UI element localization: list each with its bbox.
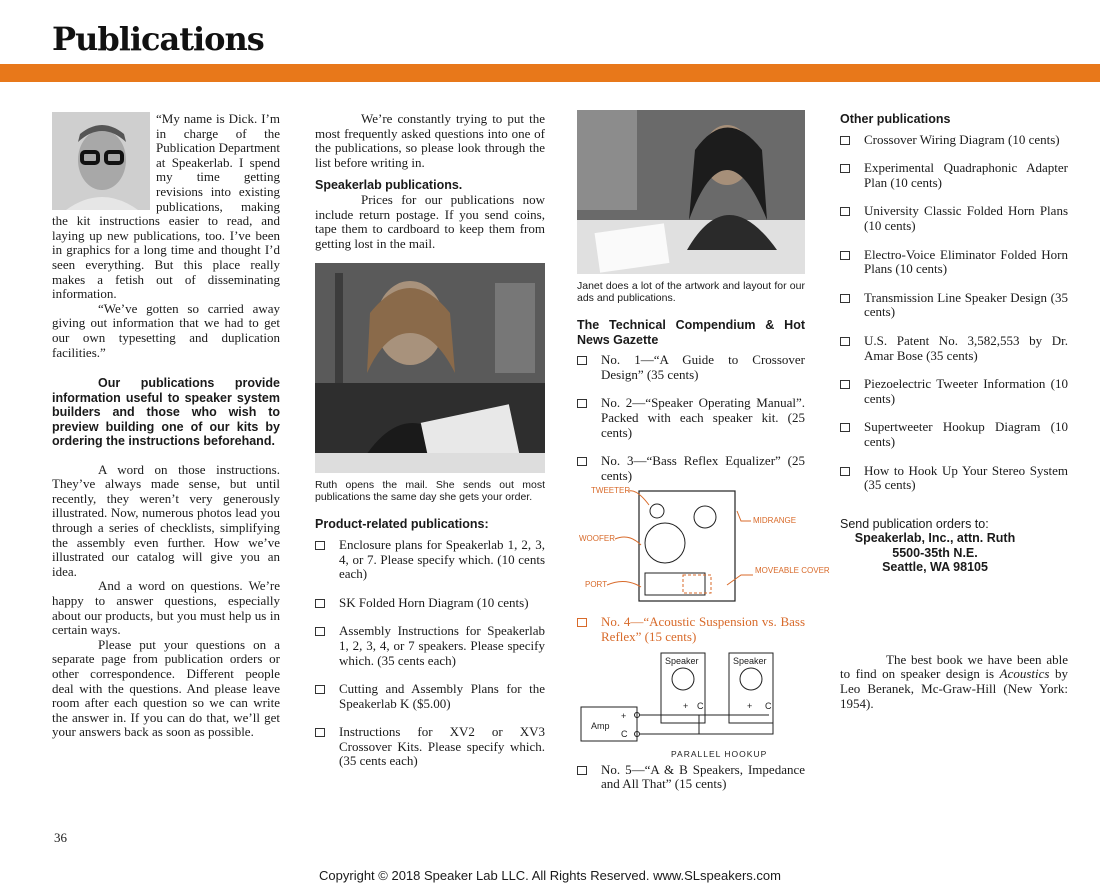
bold-paragraph: Our publications provide information useful to speaker system builders and those who wish to preview building one of our kits by ordering the instructions beforehand. (52, 376, 280, 449)
list-item: No. 1—“A Guide to Crossover Design” (35 cents) (577, 353, 805, 382)
list-item: How to Hook Up Your Stereo System (35 cents) (840, 464, 1068, 493)
svg-text:+: + (747, 700, 753, 711)
svg-text:+: + (683, 700, 689, 711)
column-4 (840, 112, 1068, 711)
section-heading: The Technical Compendium & Hot News Gazette (577, 318, 805, 347)
checkbox-icon (315, 627, 325, 636)
paragraph: “We’ve gotten so carried away giving out information that we had to get our own typesetting and duplication facilities.” (52, 300, 280, 360)
portrait-photo (52, 112, 150, 210)
list-item: Transmission Line Speaker Design (35 cents) (840, 291, 1068, 320)
order-heading: Send publication orders to: (840, 516, 989, 531)
checkbox-icon (840, 164, 850, 173)
checkbox-icon (577, 356, 587, 365)
checkbox-icon (840, 136, 850, 145)
mailing-address: Speakerlab, Inc., attn. Ruth 5500-35th N.E. Seattle, WA 98105 (854, 531, 1016, 575)
list-item: Piezoelectric Tweeter Information (10 cents) (840, 377, 1068, 406)
checkbox-icon (840, 380, 850, 389)
paragraph: Please put your questions on a separate page from publication orders or other correspondence. Different people deal with the questions. And please leave room after each question so we can write the answer in. If you can do that, we’ll get your answers back as soon as possible. (52, 636, 280, 740)
ruth-photo (315, 263, 545, 473)
column-2 (315, 112, 545, 769)
list-item: No. 2—“Speaker Operating Manual”. Packed with each speaker kit. (25 cents) (577, 396, 805, 440)
checkbox-icon (315, 685, 325, 694)
bass-reflex-diagram (577, 486, 830, 609)
svg-text:C: C (697, 700, 704, 711)
speaker-label: Speaker (733, 655, 767, 666)
section-heading: Speakerlab publications. (315, 178, 463, 193)
paragraph: And a word on questions. We’re happy to answer questions, especially about our products, but you must help us in certain ways. (52, 578, 280, 638)
list-item: Enclosure plans for Speakerlab 1, 2, 3, 4, or 7. Please specify which. (10 cents each) (315, 538, 545, 582)
moveable-cover-label: MOVEABLE COVER (755, 566, 830, 576)
checkbox-icon (840, 337, 850, 346)
checkbox-icon (577, 399, 587, 408)
photo-caption: Janet does a lot of the artwork and layout for our ads and publications. (577, 280, 805, 304)
checkbox-icon (315, 541, 325, 550)
list-item: University Classic Folded Horn Plans (10 cents) (840, 204, 1068, 233)
column-3 (577, 110, 830, 792)
checkbox-icon (315, 599, 325, 608)
tweeter-label: TWEETER (591, 486, 631, 496)
header-bar (0, 64, 1100, 82)
port-label: PORT (585, 580, 608, 590)
other-publications-list (840, 133, 1068, 493)
checkbox-icon (840, 423, 850, 432)
janet-photo (577, 110, 805, 274)
checkbox-icon (840, 294, 850, 303)
checkbox-icon (840, 467, 850, 476)
list-item: Crossover Wiring Diagram (10 cents) (840, 133, 1068, 148)
photo-caption: Ruth opens the mail. She sends out most publications the same day she gets your order. (315, 479, 545, 504)
checkbox-icon (840, 207, 850, 216)
section-heading: Product-related publications: (315, 517, 489, 532)
book-recommendation: The best book we have been able to find on speaker design is Acoustics by Leo Beranek, Mc-Graw-Hill (New York: 1954). (840, 651, 1068, 711)
woofer-label: WOOFER (579, 534, 615, 544)
list-item: U.S. Patent No. 3,582,553 by Dr. Amar Bose (35 cents) (840, 334, 1068, 363)
svg-text:C: C (765, 700, 772, 711)
page-title: Publications (52, 20, 264, 58)
page-number: 36 (54, 830, 67, 845)
list-item-highlighted: No. 4—“Acoustic Suspension vs. Bass Reflex” (15 cents) (577, 615, 805, 644)
diagram-caption: PARALLEL HOOKUP (671, 748, 768, 759)
speaker-label: Speaker (665, 655, 699, 666)
section-heading: Other publications (840, 112, 951, 126)
list-item: Electro-Voice Eliminator Folded Horn Plans (10 cents) (840, 248, 1068, 277)
list-item: Supertweeter Hookup Diagram (10 cents) (840, 420, 1068, 449)
list-item: No. 3—“Bass Reflex Equalizer” (25 cents) (577, 454, 805, 483)
list-item: Assembly Instructions for Speakerlab 1, 2, 3, 4, or 7 speakers. Please specify which. (35 cents each) (315, 624, 545, 668)
list-item: Cutting and Assembly Plans for the Speakerlab K ($5.00) (315, 682, 545, 711)
paragraph: We’re constantly trying to put the most frequently asked questions into one of the publications, so please look through the list before writing in. (315, 111, 545, 170)
midrange-label: MIDRANGE (753, 516, 797, 526)
checkbox-icon (577, 457, 587, 466)
intro-paragraph: “My name is Dick. I’m in charge of the Publication Department at Speakerlab. I spend my time getting revisions into existing publications, making the kit instructions easier to read, and laying up new publications, too. I’ve been in graphics for a long time and thought I’d seen everything. But this place really makes a fetish out of disseminating information. (52, 111, 280, 302)
checkbox-icon (315, 728, 325, 737)
checkbox-icon (577, 766, 587, 775)
list-item: SK Folded Horn Diagram (10 cents) (315, 596, 545, 611)
paragraph: A word on those instructions. They’ve always made sense, but until recently, they weren’t very generously illustrated. Now, numerous photos lead you through a series of checklists, simplifying the assembly even further. How we’ve illustrated our catalog will give you an idea. (52, 461, 280, 579)
copyright-footer: Copyright © 2018 Speaker Lab LLC. All Rights Reserved. www.SLspeakers.com (319, 868, 781, 883)
product-publications-list (315, 538, 545, 769)
svg-text:C: C (621, 728, 628, 739)
list-item: Instructions for XV2 or XV3 Crossover Kits. Please specify which. (35 cents each) (315, 725, 545, 769)
parallel-hookup-diagram (577, 649, 805, 761)
paragraph: Prices for our publications now include return postage. If you send coins, tape them to cardboard to keep them from getting lost in the mail. (315, 191, 545, 251)
checkbox-icon (840, 251, 850, 260)
svg-text:+: + (621, 710, 627, 721)
amp-label: Amp (591, 720, 610, 731)
compendium-list (577, 353, 805, 483)
column-1 (52, 112, 280, 740)
list-item: No. 5—“A & B Speakers, Impedance and All That” (15 cents) (577, 763, 805, 792)
list-item: Experimental Quadraphonic Adapter Plan (10 cents) (840, 161, 1068, 190)
checkbox-icon (577, 618, 587, 627)
